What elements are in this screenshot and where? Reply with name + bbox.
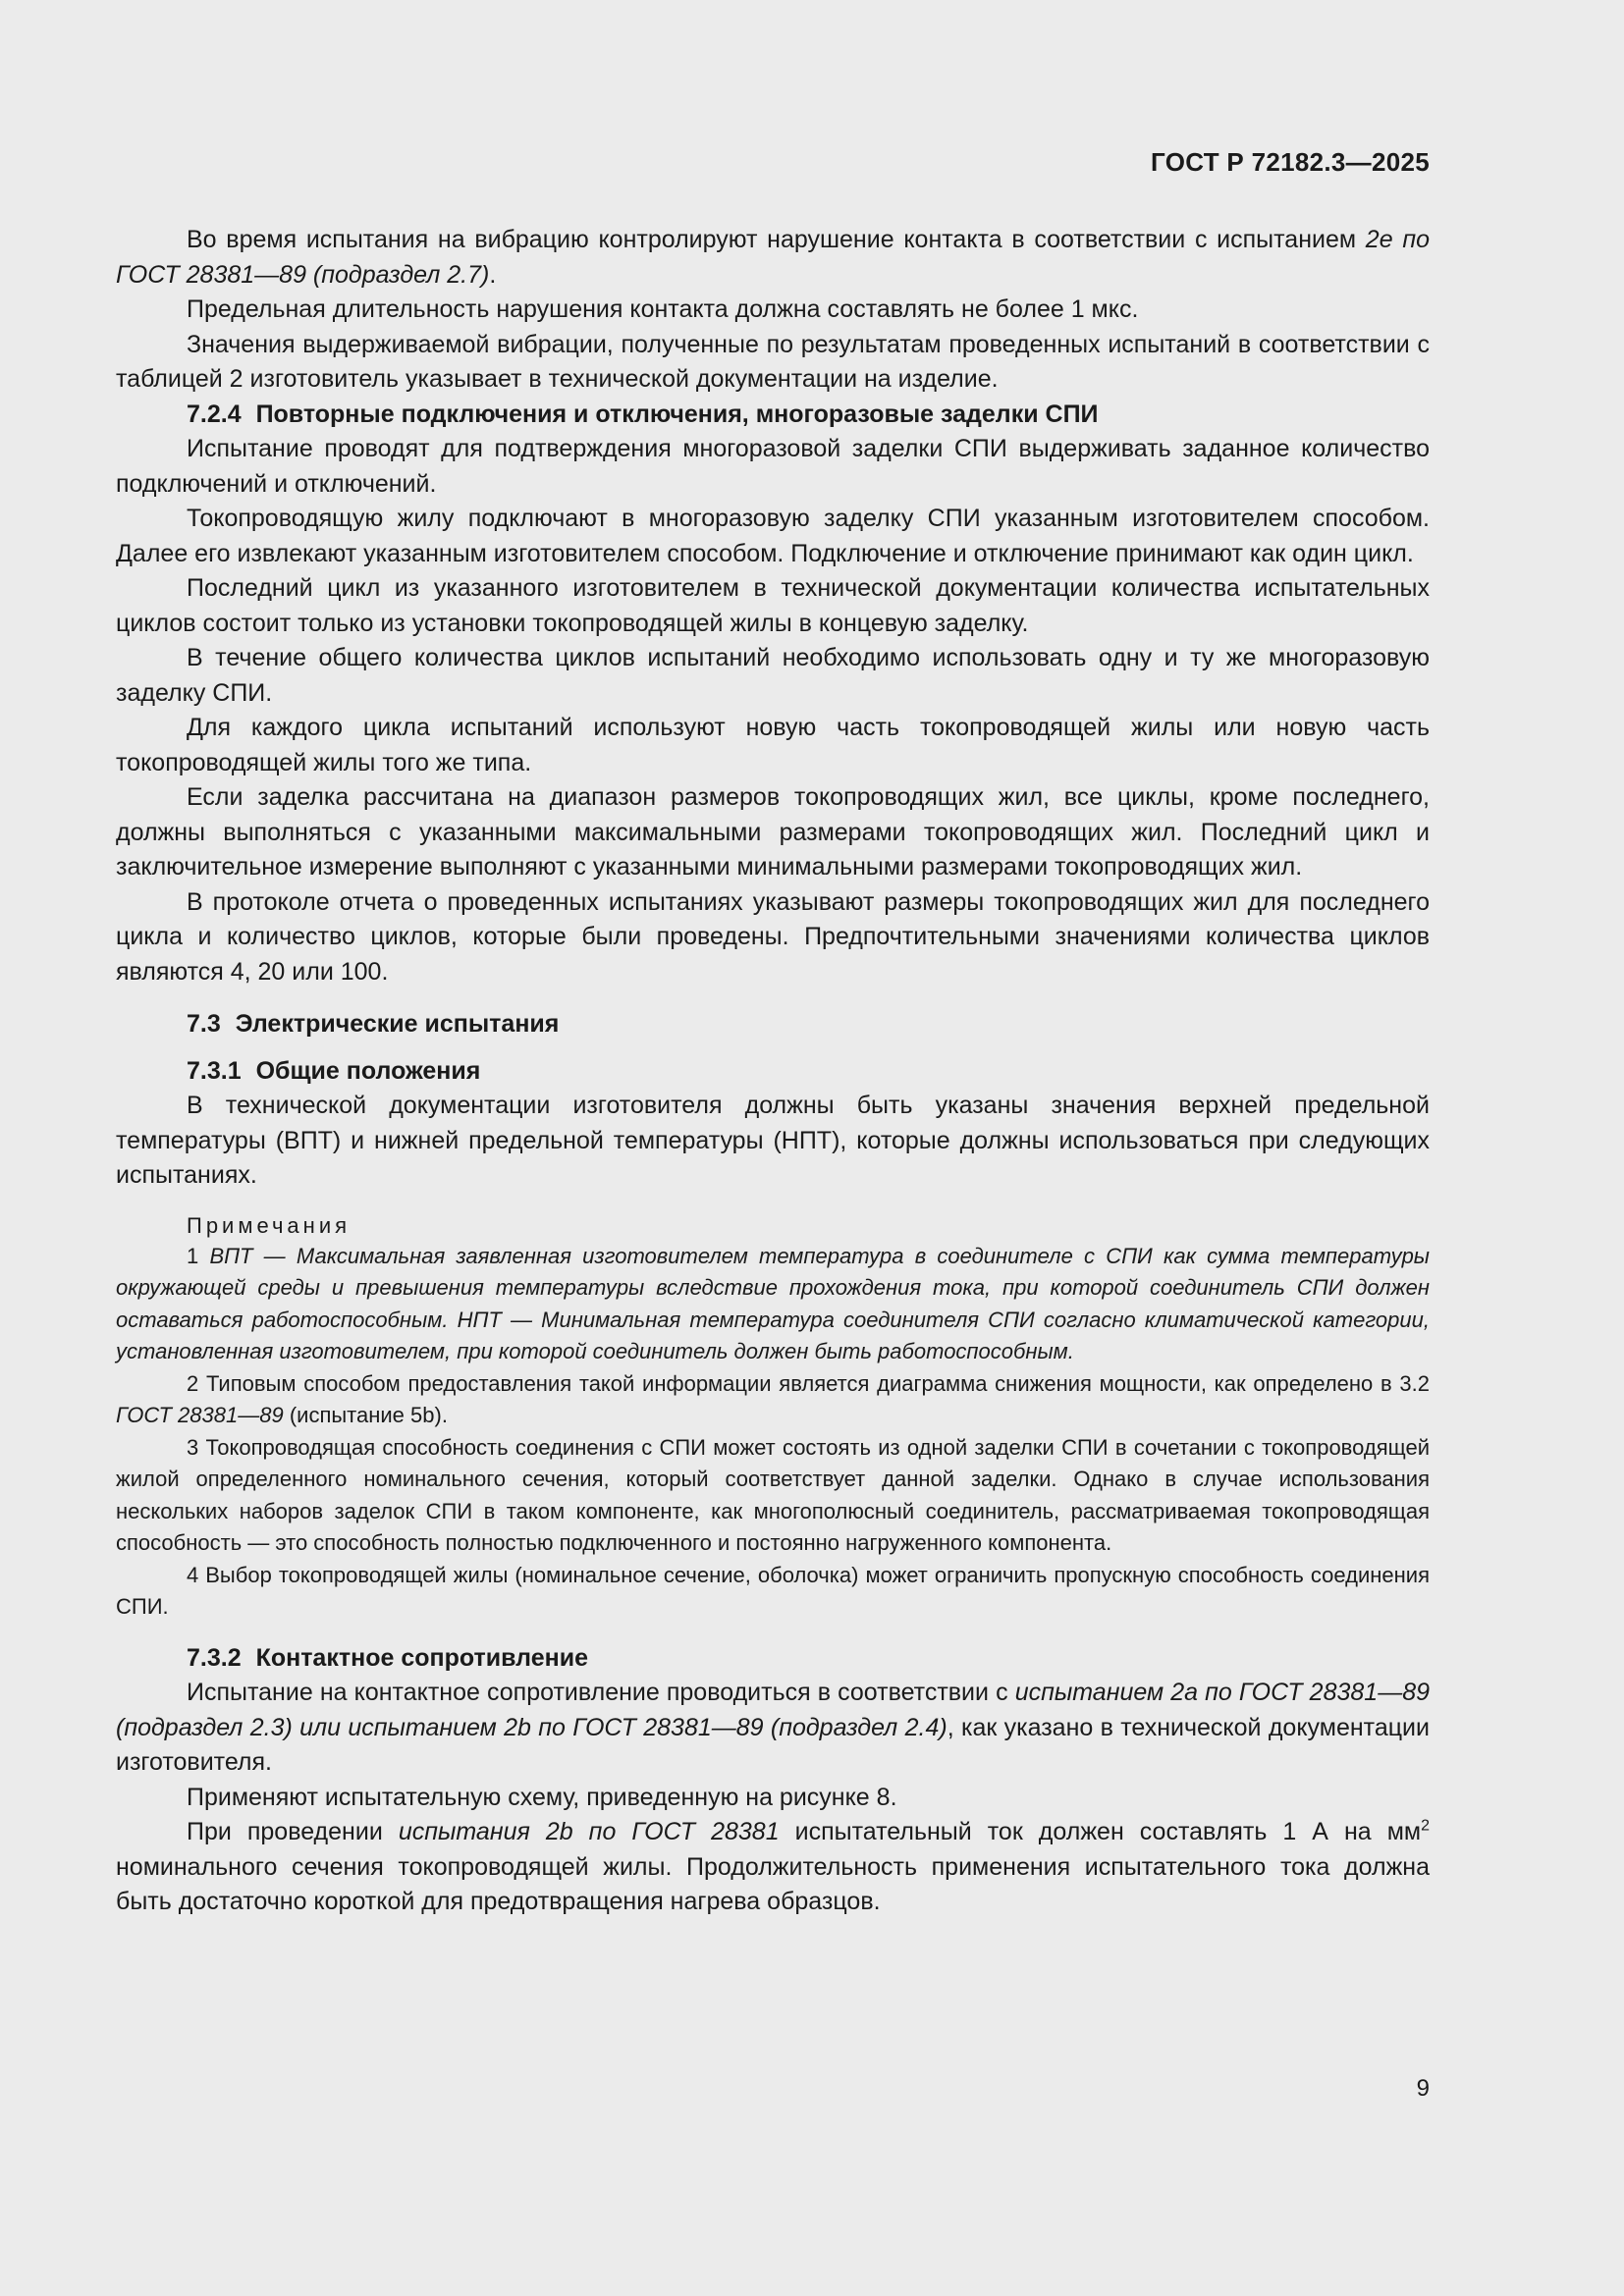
note-text: 2 Типовым способом предоставления такой информации является диаграмма снижения мощности, как определено в 3.2 bbox=[187, 1370, 1430, 1396]
paragraph-contact-resistance bbox=[116, 1676, 1430, 1781]
text-run: Испытание на контактное сопротивление проводиться в соответствии с bbox=[187, 1679, 1015, 1706]
notes-title: Примечания bbox=[187, 1212, 352, 1238]
text-run: При проведении bbox=[187, 1818, 399, 1845]
superscript: 2 bbox=[1421, 1817, 1430, 1835]
section-title: Электрические испытания bbox=[235, 1010, 560, 1038]
section-number: 7.2.4 bbox=[187, 400, 242, 428]
note-3: 3 Токопроводящая способность соединения с СПИ может состоять из одной заделки СПИ в сочетании с токопроводящей жилой определенного номинального сечения, который соответствует данной заделки. Однако в случае использования нескольких наборов заделок СПИ в таком компоненте, как многополюсный соединитель, рассматриваемая токопроводящая способность — это способность полностью подключенного и постоянно нагруженного компонента. bbox=[116, 1434, 1430, 1555]
paragraph-vibration-values: Значения выдерживаемой вибрации, полученные по результатам проведенных испытаний в соответствии с таблицей 2 изготовитель указывает в технической документации на изделие. bbox=[116, 330, 1430, 393]
text-run: номинального сечения токопроводящей жилы. Продолжительность применения испытательного тока должна быть достаточно короткой для предотвращения нагрева образцов. bbox=[116, 1852, 1430, 1915]
paragraph: Последний цикл из указанного изготовителем в технической документации количества испытательных циклов состоит только из установки токопроводящей жилы в концевую заделку. bbox=[116, 574, 1430, 637]
section-title: Общие положения bbox=[255, 1056, 481, 1085]
note-4: 4 Выбор токопроводящей жилы (номинальное сечение, оболочка) может ограничить пропускную способность соединения СПИ. bbox=[116, 1562, 1430, 1619]
note-number: 1 bbox=[187, 1243, 210, 1268]
section-title: Повторные подключения и отключения, многоразовые заделки СПИ bbox=[255, 400, 1099, 428]
reference-link-text: ГОСТ 28381—89 bbox=[116, 1403, 284, 1427]
reference-link-text: испытанием 2а по ГОСТ 28381—89 (подраздел 2.3) или испытанием 2b по ГОСТ 28381—89 (подраздел 2.4) bbox=[116, 1679, 1430, 1741]
section-heading-7-3-2 bbox=[116, 1641, 1430, 1677]
text-run: , как указано в технической документации изготовителя. bbox=[116, 1713, 1430, 1776]
section-number: 7.3 bbox=[187, 1010, 221, 1038]
reference-link-text: испытания 2b по ГОСТ 28381 bbox=[398, 1818, 780, 1845]
text-run: . bbox=[489, 260, 497, 289]
paragraph: Для каждого цикла испытаний используют новую часть токопроводящей жилы или новую часть токопроводящей жилы того же типа. bbox=[116, 714, 1430, 776]
paragraph: Токопроводящую жилу подключают в многоразовую заделку СПИ указанным изготовителем способом. Далее его извлекают указанным изготовителем способом. Подключение и отключение принимают как один цикл. bbox=[116, 505, 1430, 567]
text-run: испытательный ток должен составлять 1 А на мм bbox=[779, 1818, 1422, 1845]
note-text: (испытание 5b). bbox=[283, 1403, 448, 1427]
paragraph-test-scheme: Применяют испытательную схему, приведенную на рисунке 8. bbox=[187, 1783, 897, 1811]
document-id-header: ГОСТ Р 72182.3—2025 bbox=[1151, 147, 1430, 177]
paragraph-vibration-control bbox=[116, 223, 1430, 293]
section-number: 7.3.2 bbox=[187, 1643, 242, 1672]
paragraph-test-current bbox=[116, 1815, 1430, 1920]
reference-link-text: 2е по ГОСТ 28381—89 (подраздел 2.7) bbox=[116, 226, 1430, 289]
page-number: 9 bbox=[1416, 2075, 1430, 2102]
section-number: 7.3.1 bbox=[187, 1056, 242, 1085]
section-title: Контактное сопротивление bbox=[255, 1643, 588, 1672]
section-heading-7-3-1 bbox=[116, 1054, 1430, 1090]
paragraph: Если заделка рассчитана на диапазон размеров токопроводящих жил, все циклы, кроме последнего, должны выполняться с указанными максимальными размерами токопроводящих жил. Последний цикл и заключительное измерение выполняют с указанными минимальными размерами токопроводящих жил. bbox=[116, 783, 1430, 881]
paragraph: В течение общего количества циклов испытаний необходимо использовать одну и ту же многоразовую заделку СПИ. bbox=[116, 644, 1430, 707]
section-heading-7-2-4 bbox=[116, 398, 1430, 433]
paragraph-contact-duration: Предельная длительность нарушения контакта должна составлять не более 1 мкс. bbox=[187, 295, 1139, 323]
paragraph: В технической документации изготовителя должны быть указаны значения верхней предельной температуры (ВПТ) и нижней предельной температуры (НПТ), которые должны использоваться при следующих испытаниях. bbox=[116, 1092, 1430, 1189]
page-content bbox=[116, 223, 1430, 1920]
section-heading-7-3 bbox=[116, 1007, 1430, 1042]
paragraph: В протоколе отчета о проведенных испытаниях указывают размеры токопроводящих жил для последнего цикла и количество циклов, которые были проведены. Предпочтительными значениями количества циклов являются 4, 20 или 100. bbox=[116, 887, 1430, 986]
note-1 bbox=[116, 1241, 1430, 1368]
text-run: Во время испытания на вибрацию контролируют нарушение контакта в соответствии с испытанием bbox=[187, 226, 1366, 253]
note-text: ВПТ — Максимальная заявленная изготовителем температура в соединителе с СПИ как сумма температуры окружающей среды и превышения температуры вследствие прохождения тока, при которой соединитель СПИ должен оставаться работоспособным. НПТ — Минимальная температура соединителя СПИ согласно климатической категории, установленная изготовителем, при которой соединитель должен быть работоспособным. bbox=[116, 1243, 1430, 1363]
note-2 bbox=[116, 1368, 1430, 1432]
paragraph: Испытание проводят для подтверждения многоразовой заделки СПИ выдерживать заданное количество подключений и отключений. bbox=[116, 435, 1430, 498]
